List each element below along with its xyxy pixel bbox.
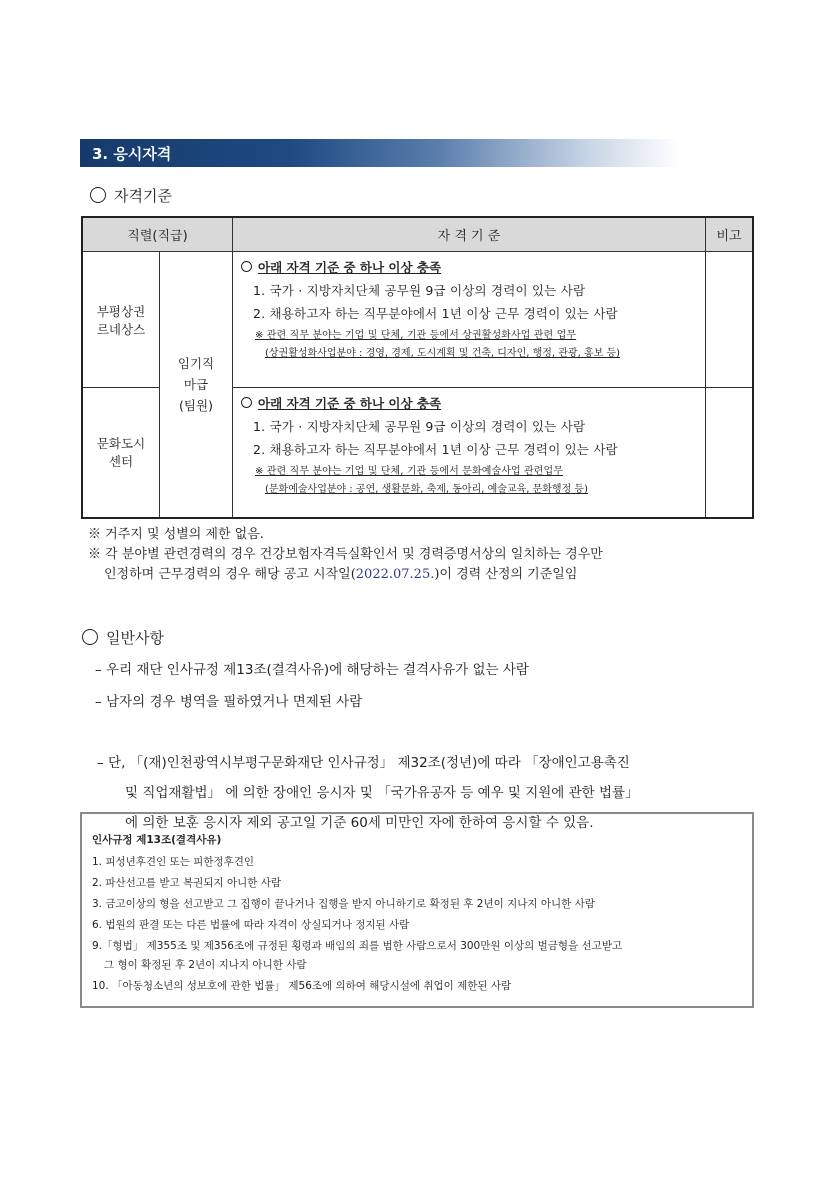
qualification-heading-text: 자격기준 <box>114 187 172 205</box>
remark-text: )이 경력 산정의 기준일임 <box>434 567 578 582</box>
qualification-table <box>81 216 754 519</box>
criteria-heading <box>241 258 697 276</box>
disqualification-box <box>80 812 754 1008</box>
org-name-line: 문화도시 <box>96 436 146 452</box>
general-item-line: – 단, 「(재)인천광역시부평구문화재단 인사규정」 제32조(정년)에 따라 「장애인고용촉진 <box>97 755 630 771</box>
table-header-row <box>82 217 753 252</box>
criteria-cell <box>233 252 706 388</box>
org-cell <box>82 388 160 518</box>
org-cell <box>82 252 160 388</box>
circle-icon <box>241 397 252 408</box>
box-title: 인사규정 제13조(결격사유) <box>92 834 222 846</box>
criteria-note: ※ 관련 직무 분야는 기업 및 단체, 기관 등에서 상권활성화사업 관련 업무 <box>255 330 577 341</box>
qualification-heading <box>90 185 172 206</box>
reference-date: 2022.07.25. <box>355 567 435 582</box>
box-item: 3. 금고이상의 형을 선고받고 그 집행이 끝나거나 집행을 받지 아니하기로 확정된 후 2년이 지나지 아니한 사람 <box>92 898 595 910</box>
box-item: 2. 파산선고를 받고 복권되지 아니한 사람 <box>92 877 281 889</box>
criteria-note-detail: (상권활성화사업분야 : 경영, 경제, 도시계획 및 건축, 디자인, 행정, 관광, 홍보 등) <box>265 348 621 359</box>
rank-line: 임기직 <box>177 355 215 371</box>
remarks <box>88 525 768 585</box>
criteria-heading-text: 아래 자격 기준 중 하나 이상 충족 <box>258 260 442 275</box>
section-header-bar <box>80 139 680 167</box>
box-item: 그 형이 확정된 후 2년이 지나지 아니한 사람 <box>104 959 307 971</box>
general-item: – 남자의 경우 병역을 필하였거나 면제된 사람 <box>95 694 363 710</box>
header-rank: 직렬(직급) <box>82 217 233 252</box>
general-item: – 우리 재단 인사규정 제13조(결격사유)에 해당하는 결격사유가 없는 사람 <box>95 662 529 678</box>
header-criteria: 자 격 기 준 <box>233 217 706 252</box>
criteria-heading <box>241 394 697 412</box>
criteria-line: 1. 국가 · 지방자치단체 공무원 9급 이상의 경력이 있는 사람 <box>253 283 586 298</box>
criteria-line: 1. 국가 · 지방자치단체 공무원 9급 이상의 경력이 있는 사람 <box>253 419 586 434</box>
section-title: 3. 응시자격 <box>92 145 172 163</box>
general-item-line: 및 직업재활법」 에 의한 장애인 응시자 및 「국가유공자 등 예우 및 지원에 관한 법률」 <box>125 785 639 801</box>
box-item: 10. 「아동청소년의 성보호에 관한 법률」 제56조에 의하여 해당시설에 취업이 제한된 사람 <box>92 980 512 992</box>
table-row <box>82 252 753 388</box>
circle-icon <box>90 187 106 203</box>
remark-line: ※ 각 분야별 관련경력의 경우 건강보험자격득실확인서 및 경력증명서상의 일치하는 경우만 <box>88 547 603 562</box>
org-name-line: 부평상권 <box>96 303 146 319</box>
org-name-line: 르네상스 <box>96 321 146 337</box>
circle-icon <box>241 261 252 272</box>
criteria-line: 2. 채용하고자 하는 직무분야에서 1년 이상 근무 경력이 있는 사람 <box>253 442 618 457</box>
general-heading <box>82 627 164 648</box>
note-cell <box>706 388 754 518</box>
rank-line: (팀원) <box>179 397 213 413</box>
box-item: 6. 법원의 판결 또는 다른 법률에 따라 자격이 상실되거나 정지된 사람 <box>92 919 410 931</box>
rank-cell <box>160 252 233 518</box>
criteria-line: 2. 채용하고자 하는 직무분야에서 1년 이상 근무 경력이 있는 사람 <box>253 306 618 321</box>
general-item-line: 에 의한 보훈 응시자 제외 공고일 기준 60세 미만인 자에 한하여 응시할 수 있음. <box>125 815 594 831</box>
rank-line: 마급 <box>183 376 209 392</box>
criteria-heading-text: 아래 자격 기준 중 하나 이상 충족 <box>258 396 442 411</box>
circle-icon <box>82 629 98 645</box>
box-item: 9.「형법」 제355조 및 제356조에 규정된 횡령과 배임의 죄를 범한 사람으로서 300만원 이상의 벌금형을 선고받고 <box>92 940 623 952</box>
criteria-cell <box>233 388 706 518</box>
header-note: 비고 <box>706 217 754 252</box>
note-cell <box>706 252 754 388</box>
remark-line <box>88 565 768 585</box>
criteria-note-detail: (문화예술사업분야 : 공연, 생활문화, 축제, 동아리, 예술교육, 문화행정 등) <box>265 484 588 495</box>
box-item: 1. 피성년후견인 또는 피한정후견인 <box>92 856 255 868</box>
general-heading-text: 일반사항 <box>106 629 164 647</box>
remark-text: 인정하며 근무경력의 경우 해당 공고 시작일( <box>104 567 356 582</box>
remark-line: ※ 거주지 및 성별의 제한 없음. <box>88 527 264 542</box>
criteria-note: ※ 관련 직무 분야는 기업 및 단체, 기관 등에서 문화예술사업 관련업무 <box>255 466 564 477</box>
org-name-line: 센터 <box>108 454 134 470</box>
